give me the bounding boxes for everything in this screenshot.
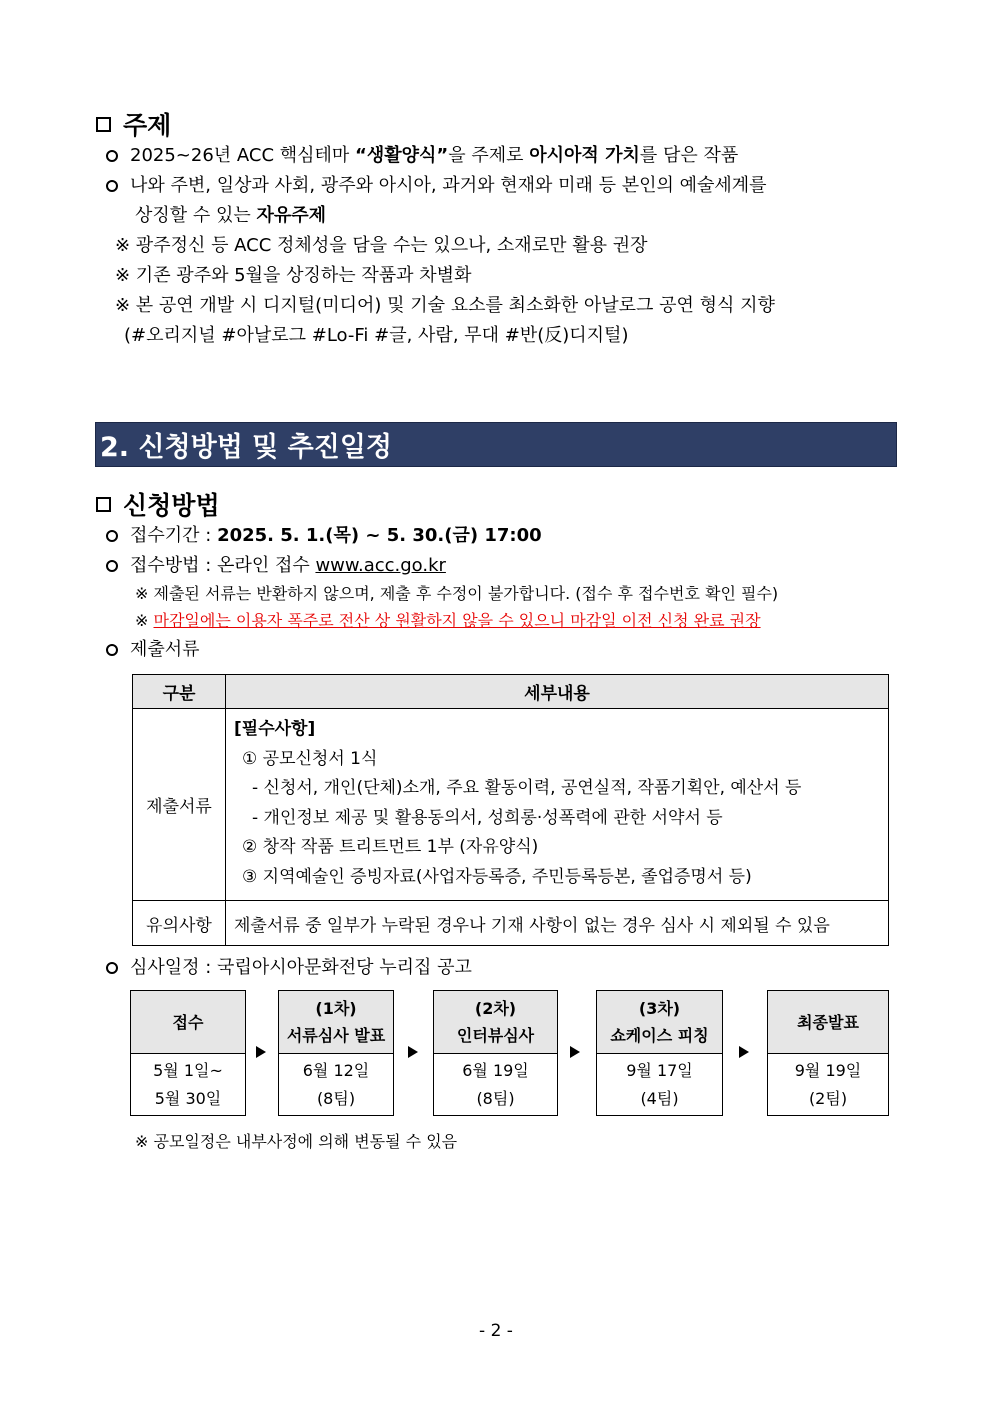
theme-bullet-1-bold-a: “생활양식” <box>355 145 449 166</box>
table-row <box>133 709 889 901</box>
theme-bullet-2-cont <box>135 204 326 228</box>
application-docs <box>106 638 200 662</box>
table-row <box>133 901 889 946</box>
section-banner: 2. 신청방법 및 추진일정 <box>95 422 897 467</box>
right-arrow-icon <box>739 1046 749 1058</box>
list-item: - 신청서, 개인(단체)소개, 주요 활동이력, 공연실적, 작품기획안, 예산서 등 <box>252 778 802 798</box>
list-item: ① 공모신청서 1식 <box>242 748 378 769</box>
schedule-step-body <box>597 1054 722 1115</box>
checkbox-square-icon <box>96 117 111 132</box>
schedule-step-body <box>434 1054 557 1115</box>
application-note-1: ※ 제출된 서류는 반환하지 않으며, 제출 후 수정이 불가합니다. (접수 후 접수번호 확인 필수) <box>135 584 779 603</box>
application-note-2-text: 마감일에는 이용자 폭주로 전산 상 원활하지 않을 수 있으니 마감일 이전 신청 완료 권장 <box>153 611 761 630</box>
schedule-step-stage: (2차) <box>474 999 517 1018</box>
required-items-label: [필수사항] <box>234 719 316 739</box>
application-heading <box>96 486 220 522</box>
list-item: ③ 지역예술인 증빙자료(사업자등록증, 주민등록등본, 졸업증명서 등) <box>242 866 752 887</box>
table-cell-detail: 제출서류 중 일부가 누락된 경우나 기재 사항이 없는 경우 심사 시 제외될 수 있음 <box>226 901 889 946</box>
schedule-step-date: 6월 19일 <box>462 1060 529 1080</box>
list-item: ② 창작 작품 트리트먼트 1부 (자유양식) <box>242 837 539 857</box>
schedule-step-date: 9월 19일 <box>794 1060 862 1080</box>
table-cell-category: 유의사항 <box>133 901 226 946</box>
theme-bullet-1-text-c: 를 담은 작품 <box>639 145 739 166</box>
schedule-step-detail: (2팀) <box>808 1088 848 1108</box>
table-header-row <box>133 675 889 709</box>
checkbox-square-icon <box>96 497 111 512</box>
schedule-step-body <box>131 1054 245 1115</box>
theme-heading-text: 주제 <box>123 111 172 140</box>
schedule-note: ※ 공모일정은 내부사정에 의해 변동될 수 있음 <box>135 1132 458 1151</box>
circle-bullet-icon <box>106 180 118 192</box>
schedule-step-reception <box>130 990 246 1116</box>
application-method-label: 접수방법 : 온라인 접수 <box>130 555 316 576</box>
schedule-step-stage: (3차) <box>638 999 681 1018</box>
table-cell-category: 제출서류 <box>133 709 226 901</box>
schedule-step-date: 5월 1일~ <box>153 1060 223 1080</box>
circle-bullet-icon <box>106 644 118 656</box>
page-number: - 2 - <box>479 1321 513 1341</box>
schedule-step-stage: (1차) <box>315 999 357 1018</box>
schedule-step-final <box>767 990 889 1116</box>
theme-bullet-2-line-2: 상징할 수 있는 <box>135 205 257 226</box>
schedule-step-body <box>279 1054 393 1115</box>
schedule-label <box>106 956 472 980</box>
schedule-step-document-review <box>278 990 394 1116</box>
application-period-label: 접수기간 : <box>130 525 218 546</box>
table-header-category: 구분 <box>133 675 226 709</box>
application-docs-label: 제출서류 <box>130 639 200 660</box>
schedule-step-title: 서류심사 발표 <box>286 1026 386 1045</box>
schedule-label-text: 심사일정 : 국립아시아문화전당 누리집 공고 <box>130 957 472 978</box>
schedule-step-detail: (4팀) <box>640 1088 679 1108</box>
right-arrow-icon <box>570 1046 580 1058</box>
schedule-step-title: 최종발표 <box>797 1012 859 1032</box>
theme-bullet-2-line-1: 나와 주변, 일상과 사회, 광주와 아시아, 과거와 현재와 미래 등 본인의 예술세계를 <box>130 175 767 196</box>
theme-note-1: ※ 광주정신 등 ACC 정체성을 담을 수는 있으나, 소재로만 활용 권장 <box>115 235 648 256</box>
application-heading-text: 신청방법 <box>123 491 220 520</box>
theme-heading <box>96 106 171 142</box>
theme-bullet-1-text-a: 2025~26년 ACC 핵심테마 <box>130 145 356 166</box>
application-method <box>106 554 446 578</box>
theme-bullet-2 <box>106 174 767 198</box>
table-header-detail: 세부내용 <box>226 675 889 709</box>
schedule-step-title: 쇼케이스 피칭 <box>610 1026 709 1045</box>
theme-note-3-tags: (#오리지널 #아날로그 #Lo-Fi #글, 사람, 무대 #반(反)디지털) <box>124 325 629 346</box>
theme-bullet-1-bold-b: 아시아적 가치 <box>529 145 640 166</box>
schedule-step-header <box>434 991 557 1054</box>
circle-bullet-icon <box>106 560 118 572</box>
schedule-step-header <box>597 991 722 1054</box>
theme-bullet-2-bold: 자유주제 <box>256 205 327 226</box>
submission-docs-table <box>132 674 889 946</box>
application-period <box>106 524 542 548</box>
schedule-step-date: 6월 12일 <box>302 1060 370 1080</box>
schedule-step-date: 9월 17일 <box>626 1060 693 1080</box>
theme-note-2: ※ 기존 광주와 5월을 상징하는 작품과 차별화 <box>115 265 472 286</box>
theme-bullet-1 <box>106 144 738 168</box>
circle-bullet-icon <box>106 962 118 974</box>
application-note-2 <box>135 610 761 632</box>
right-arrow-icon <box>408 1046 418 1058</box>
schedule-step-showcase <box>596 990 723 1116</box>
theme-note-3: ※ 본 공연 개발 시 디지털(미디어) 및 기술 요소를 최소화한 아날로그 공연 형식 지향 <box>115 295 775 316</box>
schedule-step-detail: (8팀) <box>316 1088 356 1108</box>
schedule-step-body <box>768 1054 888 1115</box>
schedule-step-header <box>279 991 393 1054</box>
list-item: - 개인정보 제공 및 활용동의서, 성희롱·성폭력에 관한 서약서 등 <box>252 807 723 828</box>
schedule-step-header <box>131 991 245 1054</box>
schedule-step-header <box>768 991 888 1054</box>
table-cell-detail <box>226 709 889 901</box>
schedule-step-detail: (8팀) <box>476 1088 515 1108</box>
schedule-step-title: 인터뷰심사 <box>456 1026 535 1045</box>
circle-bullet-icon <box>106 150 118 162</box>
schedule-step-title: 접수 <box>172 1012 204 1032</box>
theme-bullet-1-text-b: 을 주제로 <box>448 145 530 166</box>
schedule-step-detail: 5월 30일 <box>154 1088 222 1108</box>
schedule-step-interview <box>433 990 558 1116</box>
application-period-value: 2025. 5. 1.(목) ~ 5. 30.(금) 17:00 <box>217 525 542 546</box>
circle-bullet-icon <box>106 530 118 542</box>
application-note-2-mark: ※ <box>135 611 154 630</box>
application-url-link[interactable]: www.acc.go.kr <box>315 555 446 576</box>
right-arrow-icon <box>256 1046 266 1058</box>
